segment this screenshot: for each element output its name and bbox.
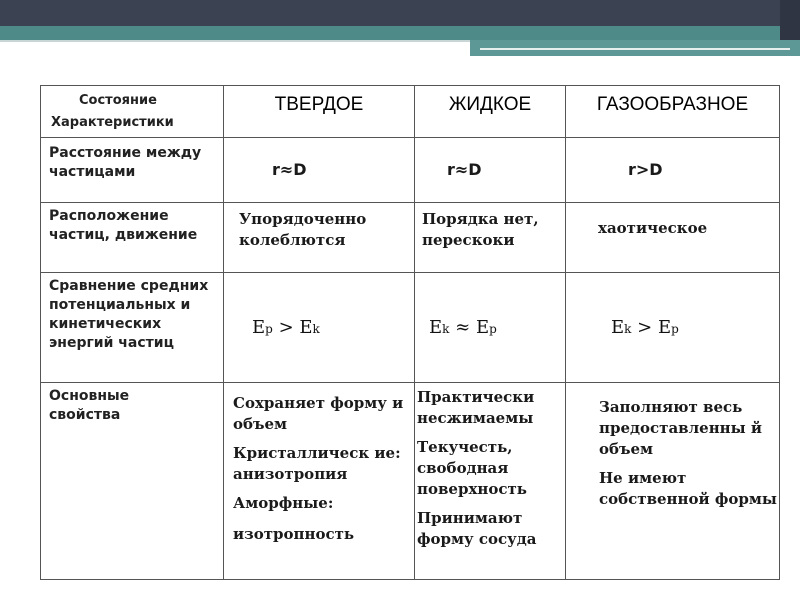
energy-symbol: E — [429, 317, 443, 338]
energy-symbol: E — [657, 317, 672, 338]
energy-subscript: p — [265, 322, 273, 336]
energy-subscript: k — [624, 322, 632, 336]
property-item: Текучесть, свободная поверхность — [417, 438, 527, 498]
property-item: Заполняют весь предоставленны й объем — [599, 398, 763, 458]
property-item: изотропность — [233, 525, 355, 543]
energy-subscript: k — [442, 322, 450, 336]
value-energy-liquid — [429, 317, 497, 338]
column-header-gas: ГАЗООБРАЗНОЕ — [596, 94, 749, 115]
value-energy-gas — [611, 317, 679, 338]
row-label-arrangement: Расположение частиц, движение — [49, 208, 198, 243]
column-header-liquid: ЖИДКОЕ — [448, 94, 532, 115]
energy-subscript: k — [312, 322, 320, 336]
cell-arrangement-liquid — [415, 203, 566, 273]
cell-properties-gas — [566, 383, 780, 580]
property-item: Практически несжимаемы — [417, 388, 535, 427]
row-label-cell — [41, 383, 224, 580]
header-cell-gas — [566, 86, 780, 138]
cell-energy-liquid — [415, 273, 566, 383]
cell-energy-solid — [224, 273, 415, 383]
cell-distance-gas — [566, 138, 780, 203]
row-label-cell — [41, 203, 224, 273]
cell-arrangement-solid — [224, 203, 415, 273]
cell-properties-liquid — [415, 383, 566, 580]
property-item: Не имеют собственной формы — [599, 469, 777, 508]
value-distance-solid: r≈D — [272, 160, 307, 179]
row-label-energy: Сравнение средних потенциальных и кинетических энергий частиц — [49, 278, 209, 351]
property-item: Аморфные: — [233, 494, 334, 512]
header-stripe-right — [480, 48, 790, 50]
header-band-dark — [0, 0, 800, 26]
corner-label-characteristics: Характеристики — [51, 115, 174, 130]
property-item: Сохраняет форму и объем — [233, 394, 404, 433]
energy-operator: > — [278, 317, 294, 338]
energy-subscript: p — [671, 322, 679, 336]
row-label-cell — [41, 273, 224, 383]
list-properties-solid — [233, 393, 411, 553]
row-label-properties: Основные свойства — [49, 388, 130, 423]
energy-symbol: E — [475, 317, 490, 338]
header-cell-solid — [224, 86, 415, 138]
value-distance-liquid: r≈D — [447, 160, 482, 179]
column-header-solid: ТВЕРДОЕ — [274, 94, 364, 115]
cell-distance-liquid — [415, 138, 566, 203]
property-item: Принимают форму сосуда — [417, 509, 537, 548]
header-band-teal — [0, 26, 800, 40]
energy-symbol: E — [611, 317, 625, 338]
cell-distance-solid — [224, 138, 415, 203]
table-row-energy — [41, 273, 780, 383]
corner-label-states: Состояние — [79, 93, 157, 108]
value-arrangement-solid: Упорядоченно колеблются — [239, 210, 367, 249]
row-label-cell — [41, 138, 224, 203]
corner-cell — [41, 86, 224, 138]
header-cell-liquid — [415, 86, 566, 138]
energy-symbol: E — [299, 317, 313, 338]
cell-properties-solid — [224, 383, 415, 580]
list-properties-liquid — [417, 387, 565, 558]
header-corner — [780, 0, 800, 40]
row-label-distance: Расстояние между частицами — [49, 145, 202, 180]
value-distance-gas: r>D — [628, 160, 663, 179]
energy-subscript: p — [489, 322, 497, 336]
value-energy-solid — [252, 317, 320, 338]
table-row-arrangement — [41, 203, 780, 273]
value-arrangement-gas: хаотическое — [598, 219, 708, 237]
energy-operator: ≈ — [455, 317, 471, 338]
header-stripe — [0, 40, 470, 42]
energy-symbol: E — [252, 317, 266, 338]
energy-operator: > — [637, 317, 653, 338]
list-properties-gas — [599, 397, 779, 518]
property-item: Кристаллическ ие: анизотропия — [233, 444, 401, 483]
table-header-row — [41, 86, 780, 138]
cell-arrangement-gas — [566, 203, 780, 273]
states-of-matter-table — [40, 85, 780, 580]
table-row-properties — [41, 383, 780, 580]
value-arrangement-liquid: Порядка нет, перескоки — [422, 210, 539, 249]
table-row-distance — [41, 138, 780, 203]
cell-energy-gas — [566, 273, 780, 383]
